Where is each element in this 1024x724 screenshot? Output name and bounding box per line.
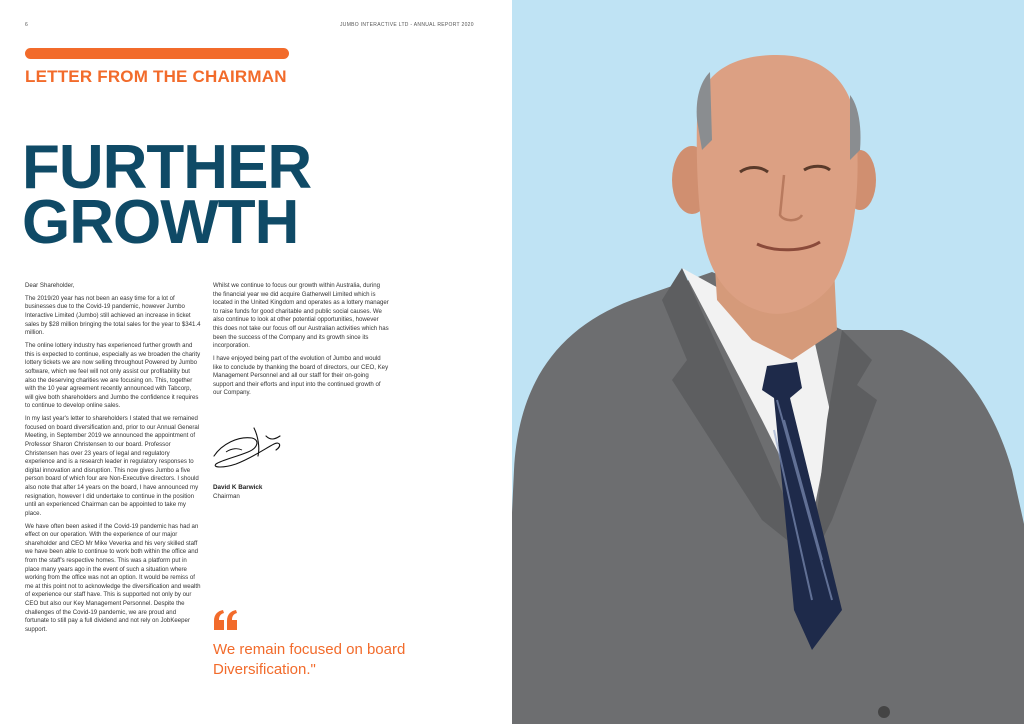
paragraph: I have enjoyed being part of the evolution of Jumbo and would like to conclude by thanking the board of directors, our CEO, Key Management Personnel and all our staff for their on-going support and their efforts and input into the continued growth of our Company. bbox=[213, 355, 389, 397]
page-title bbox=[22, 133, 312, 257]
right-page-photo bbox=[512, 0, 1024, 724]
letter-column-1 bbox=[25, 282, 201, 639]
paragraph: Whilst we continue to focus our growth within Australia, during the financial year we did acquire Gatherwell Limited which is located in the United Kingdom and operates as a lottery manager to raise funds for good charitable and public social causes. We also continue to look at other potential opportunities, however this does not take our focus off our Australian activities which has been the success of the Company and its growth since its incorporation. bbox=[213, 282, 389, 350]
running-header: JUMBO INTERACTIVE LTD - ANNUAL REPORT 2020 bbox=[340, 22, 474, 28]
section-heading: LETTER FROM THE CHAIRMAN bbox=[25, 67, 287, 86]
quote-icon bbox=[212, 608, 240, 637]
paragraph: The 2019/20 year has not been an easy time for a lot of businesses due to the Covid-19 pandemic, however Jumbo Interactive Limited (Jumbo) still achieved an increase in ticket sales by $28 million bringing the total sales for the year to $341.4 million. bbox=[25, 294, 201, 337]
title-line-2: GROWTH bbox=[22, 188, 299, 257]
accent-bar bbox=[25, 48, 289, 59]
page-number: 6 bbox=[25, 22, 28, 28]
chairman-portrait bbox=[512, 0, 1024, 724]
title-line-1: FURTHER bbox=[22, 133, 312, 202]
signature-image bbox=[208, 422, 288, 477]
paragraph: Dear Shareholder, bbox=[25, 282, 75, 289]
paragraph: The online lottery industry has experienced further growth and this is expected to continue, especially as we broaden the charity lottery tickets we are now selling throughout Powered by Jumbo software, which we feel will not only assist our profitability but also the deserving charities we are focusing on. This, together with the 10 year agreement recently announced with Tabcorp, will give both shareholders and Jumbo the confidence it requires to continue to develop online sales. bbox=[25, 342, 201, 410]
letter-column-2 bbox=[213, 282, 389, 402]
signer-role: Chairman bbox=[213, 493, 240, 500]
pull-quote: We remain focused on board Diversification." bbox=[213, 641, 406, 678]
signer-name: David K Barwick bbox=[213, 484, 263, 491]
paragraph: We have often been asked if the Covid-19 pandemic has had an effect on our operation. With the experience of our major shareholder and CEO Mr Mike Veverka and his very skilled staff we have been able to continue to work both within the office and from the staff's respective homes. This was a platform put in place many years ago in the event of such a situation where working from the office was not an option. It would be remiss of me at this point not to acknowledge the diversification and wealth of experience our staff have. This is supported not only by our CEO but also our Key Management Personnel. Despite the challenges of the Covid-19 pandemic, we are proud and fortunate to still pay a full dividend and not rely on JobKeeper support. bbox=[25, 522, 201, 633]
paragraph: In my last year's letter to shareholders I stated that we remained focused on board diversification and, prior to our Annual General Meeting, in September 2019 we announced the appointment of Professor Sharon Christensen to our board. Professor Christensen has over 23 years of legal and regulatory experience and is a research leader in regulatory responses to digital innovation and disruption. This now gives Jumbo a five person board of which four are Non-Executive directors. I should also note that after 14 years on the board, I have announced my resignation, however I did undertake to continue in the position until an experienced Chairman can be appointed to take my place. bbox=[25, 415, 200, 517]
